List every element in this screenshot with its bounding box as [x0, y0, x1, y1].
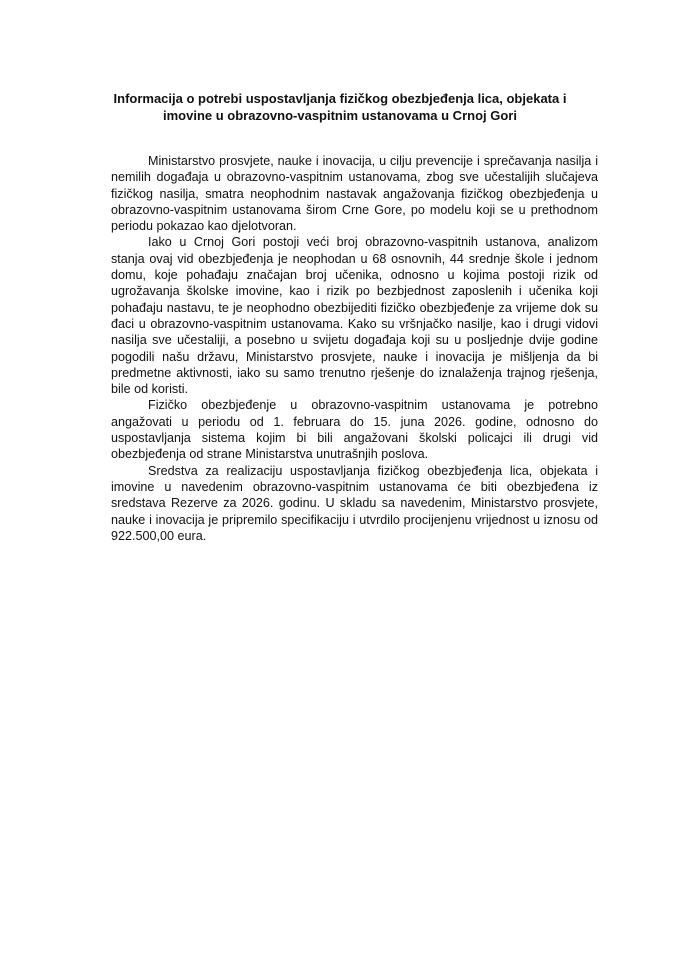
- document-body: [111, 153, 598, 544]
- paragraph-2: Iako u Crnoj Gori postoji veći broj obrazovno-vaspitnih ustanova, analizom stanja ovaj vid obezbjeđenja je neophodan u 68 osnovnih, 44 srednje škole i jednom domu, koje pohađaju značajan broj učenika, odnosno u kojima postoji rizik od ugrožavanja školske imovine, kao i rizik po bezbjednost zaposlenih i učenika koji pohađaju nastavu, te je neophodno obezbijediti fizičko obezbjeđenje za vrijeme dok su đaci u obrazovno-vaspitnim ustanovama. Kako su vršnjačko nasilje, kao i drugi vidovi nasilja sve učestaliji, a posebno u svijetu događaja koji su u posljednje dvije godine pogodili našu državu, Ministarstvo prosvjete, nauke i inovacija je mišljenja da bi predmetne aktivnosti, iako su samo trenutno rješenje do iznalaženja trajnog rješenja, bile od koristi.: [111, 235, 598, 397]
- paragraph-3: Fizičko obezbjeđenje u obrazovno-vaspitnim ustanovama je potrebno angažovati u periodu od 1. februara do 15. juna 2026. godine, odnosno do uspostavljanja sistema kojim bi bili angažovani školski policajci ili drugi vid obezbjeđenja od strane Ministarstva unutrašnjih poslova.: [111, 398, 598, 462]
- document-title-line-2: imovine u obrazovno-vaspitnim ustanovama u Crnoj Gori: [163, 108, 517, 123]
- paragraph-1: Ministarstvo prosvjete, nauke i inovacija, u cilju prevencije i sprečavanja nasilja i nemilih događaja u obrazovno-vaspitnim ustanovama, zbog sve učestalijih slučajeva fizičkog nasilja, smatra neophodnim nastavak angažovanja fizičkog obezbjeđenja u obrazovno-vaspitnim ustanovama širom Crne Gore, po modelu koji se u prethodnom periodu pokazao kao djelotvoran.: [111, 154, 598, 234]
- paragraph-4: Sredstva za realizaciju uspostavljanja fizičkog obezbjeđenja lica, objekata i imovine u navedenim obrazovno-vaspitnim ustanovama će biti obezbjeđena iz sredstava Rezerve za 2026. godinu. U skladu sa navedenim, Ministarstvo prosvjete, nauke i inovacija je pripremilo specifikaciju i utvrdilo procijenjenu vrijednost u iznosu od 922.500,00 eura.: [111, 463, 598, 543]
- document-title-line-1: Informacija o potrebi uspostavljanja fizičkog obezbjeđenja lica, objekata i: [113, 91, 567, 106]
- document-title: [80, 90, 600, 124]
